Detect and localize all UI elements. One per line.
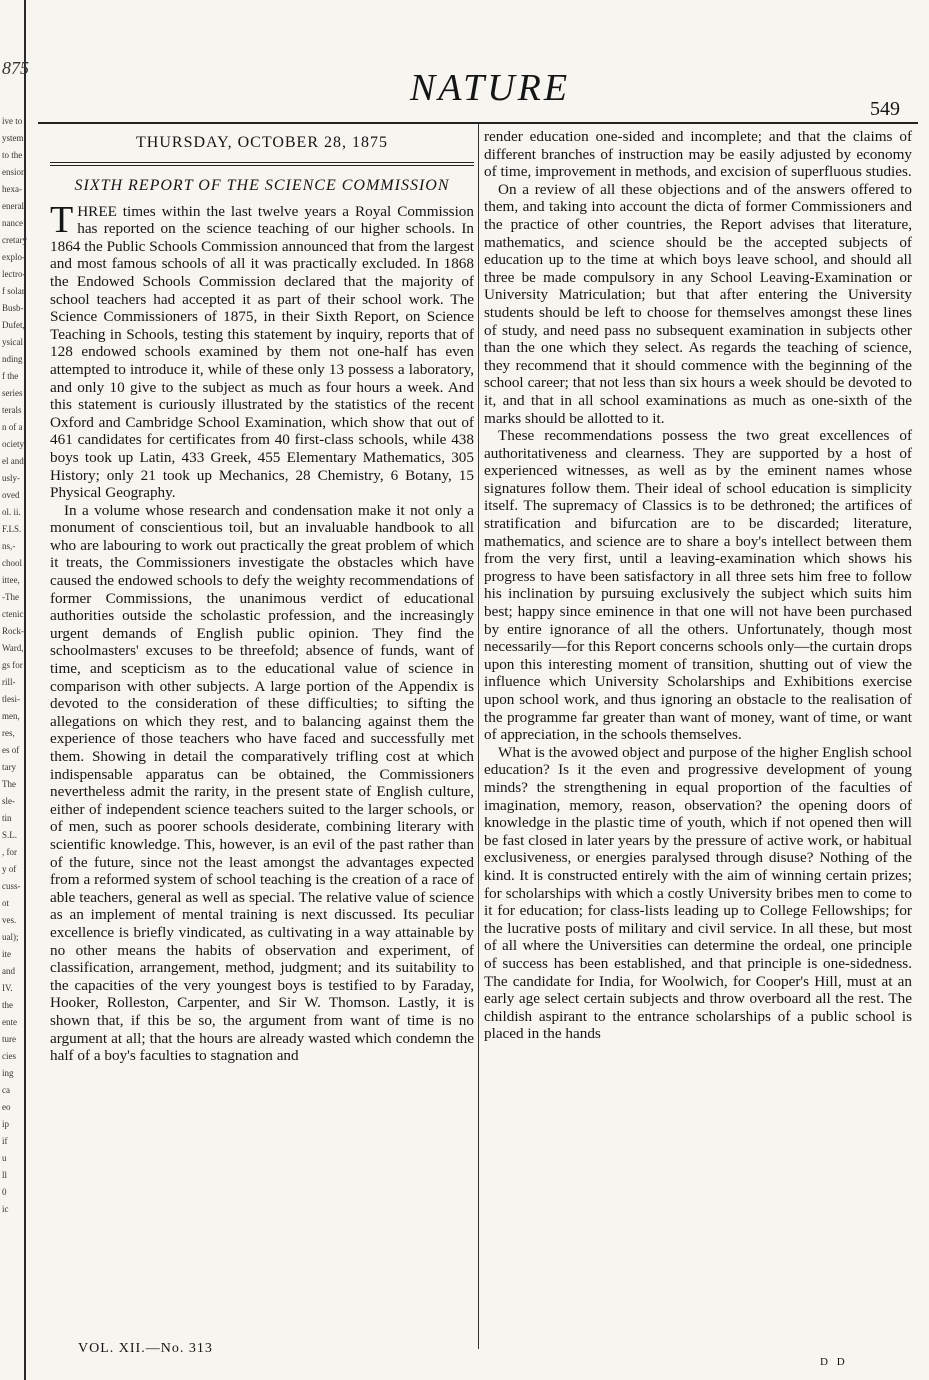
- gutter-page-number: 875: [2, 58, 29, 78]
- gutter-fragment: lectro-: [2, 269, 26, 279]
- gutter-fragment: ension: [2, 167, 26, 177]
- gutter-fragment: hexa-: [2, 184, 22, 194]
- gutter-fragment: ves.: [2, 915, 17, 925]
- gutter-fragment: ing: [2, 1068, 14, 1078]
- gutter-fragment: ente: [2, 1017, 17, 1027]
- gutter-fragment: Rock-: [2, 626, 24, 636]
- drop-cap: T: [50, 198, 74, 241]
- gutter-fragment: res,: [2, 728, 15, 738]
- gutter-fragment: -The: [2, 592, 19, 602]
- adjacent-page-gutter: [0, 0, 29, 1380]
- paragraph: On a review of all these objections and of the answers offered to them, and taking into account the dicta of former Commissioners and the practice of other countries, the Report advises that literature, mathematics, and science should be the accepted subjects of education up to the time at which boys leave school, and should all three be made compulsory in any School Leaving-Examination or University Matriculation; but that after entering the University students should be left to choose for themselves amongst these lines of study, and need pass no subsequent examination in subjects other than the one which they select. As regards the teaching of science, they recommend that it should commence with the beginning of the school career; that not less than six hours a week should be devoted to it, and that in all school examinations as much as one-sixth of the marks should be allotted to it.: [484, 180, 912, 427]
- signature-mark: D D: [820, 1356, 848, 1368]
- gutter-fragment: S.L.: [2, 830, 18, 840]
- gutter-fragment: ystem: [2, 133, 24, 143]
- gutter-fragment: ctenic: [2, 609, 24, 619]
- paragraph: render education one-sided and incomplete; and that the claims of different branches of instruction may be easily adjusted by economy of time, improvement in methods, and excision of superfluous studies.: [484, 128, 912, 181]
- right-column: [484, 128, 912, 1043]
- gutter-fragment: tlesi-: [2, 694, 20, 704]
- gutter-fragment: IV.: [2, 983, 13, 993]
- gutter-fragment: F.LS.: [2, 524, 22, 534]
- paragraph: What is the avowed object and purpose of the higher English school education? Is it the even and progressive development of young minds? the strengthening in equal proportion of the faculties of imagination, memory, reason, observation? the opening doors of knowledge in the plastic time of youth, which if not opened then will be fast closed in later years by the pressure of active work, or habitual exclusiveness, or energies paralysed through disuse? Nothing of the kind. It is constructed entirely with the aim of winning certain prizes; for scholarships with which a costly University bribes men to come to it for education; for class-lists leading up to College Fellowships; for the lucrative posts of military and civil service. In all these, but most of all where the Universities can determine the ordeal, one principle of success has been established, and that principle is one-sidedness. The candidate for India, for Woolwich, for Cooper's Hill, must at an early age select certain subjects and throw overboard all the rest. The childish aspirant to the entrance scholarships of a public school is placed in the hands: [484, 743, 912, 1043]
- gutter-fragment: eneral: [2, 201, 24, 211]
- gutter-fragment: Busb-: [2, 303, 24, 313]
- gutter-fragment: cretary: [2, 235, 27, 245]
- gutter-fragment: ol. ii.: [2, 507, 21, 517]
- page-number: 549: [870, 98, 900, 120]
- dateline: THURSDAY, OCTOBER 28, 1875: [136, 134, 388, 151]
- gutter-fragment: series: [2, 388, 23, 398]
- gutter-fragment: f solar: [2, 286, 25, 296]
- gutter-fragment: sle-: [2, 796, 15, 806]
- volume-footer: VOL. XII.—No. 313: [78, 1341, 213, 1356]
- gutter-fragment: cies: [2, 1051, 16, 1061]
- gutter-fragment: The: [2, 779, 16, 789]
- dateline-rule: [50, 162, 474, 166]
- gutter-fragment: terals: [2, 405, 22, 415]
- gutter-fragment: ip: [2, 1119, 10, 1129]
- gutter-fragment: ittee,: [2, 575, 20, 585]
- gutter-fragment: ive to: [2, 116, 23, 126]
- gutter-fragment: ca: [2, 1085, 10, 1095]
- gutter-fragment: , for: [2, 847, 17, 857]
- column-rule: [478, 124, 479, 1349]
- gutter-fragment: gs for: [2, 660, 23, 670]
- gutter-fragment: y of: [2, 864, 17, 874]
- gutter-fragment: ot: [2, 898, 10, 908]
- gutter-fragment: ual);: [2, 932, 19, 942]
- gutter-fragment: ns,-: [2, 541, 16, 551]
- gutter-fragment: ysical: [2, 337, 23, 347]
- left-column: [50, 128, 474, 1065]
- gutter-fragment: if: [2, 1136, 8, 1146]
- gutter-fragment: to the: [2, 150, 23, 160]
- gutter-fragment: cuss-: [2, 881, 21, 891]
- gutter-fragment: men,: [2, 711, 20, 721]
- gutter-fragment: tin: [2, 813, 12, 823]
- paragraph: These recommendations possess the two great excellences of authoritativeness and clearness. They are supported by a host of experienced witnesses, as well as by the eminent names whose signatures follow them. Their ideal of school education is simplicity itself. The supremacy of Classics is to be dethroned; the artifices of stratification and bifurcation are to be discarded; literature, mathematics, and science are to share a boy's intellect between them from the very first, until a leaving-examination which shows his progress to have been satisfactory in all three sets him free to follow his inclination by pursuing exclusively the subject which suits him best; happy since eminence in that one will not have been purchased by entire ignorance of all the others. Unfortunately, though most necessarily—for this Report concerns schools only—the curtain drops upon this interesting moment of transition, shutting out of view the influence which University Scholarships and Exhibitions exercise upon school work, and thus ignoring an obstacle to the realisation of the programme far greater than want of money, want of time, or want of appreciation, in the schools themselves.: [484, 427, 912, 744]
- article-title: SIXTH REPORT OF THE SCIENCE COMMISSION: [74, 176, 450, 194]
- gutter-fragment: nance: [2, 218, 23, 228]
- gutter-fragment: oved: [2, 490, 20, 500]
- gutter-fragment: ite: [2, 949, 11, 959]
- gutter-fragment: the: [2, 1000, 13, 1010]
- gutter-fragment: Ward,: [2, 643, 24, 653]
- gutter-fragment: ll: [2, 1170, 8, 1180]
- gutter-fragment: f the: [2, 371, 19, 381]
- gutter-fragment: eo: [2, 1102, 11, 1112]
- gutter-fragment: u: [2, 1153, 7, 1163]
- gutter-fragment: rill-: [2, 677, 16, 687]
- gutter-fragment: usly-: [2, 473, 20, 483]
- gutter-fragment: explo-: [2, 252, 25, 262]
- paragraph: In a volume whose research and condensation make it not only a monument of conscientious toil, but an invaluable handbook to all who are labouring to work out practically the great problem of which it treats, the Commissioners investigate the obstacles which have caused the endowed schools to defy the weighty recommendations of former Commissions, the unanimous verdict of educational authorities outside the scholastic profession, and the increasingly urgent demands of English public opinion. They find the schoolmasters' excuses to be threefold; absence of funds, want of time, and scepticism as to the educational value of science in comparison with other subjects. A large portion of the Appendix is devoted to the consideration of these difficulties; to sifting the allegations on which they rest, and to balancing against them the experience of those teachers who have faced and successfully met them. Showing in detail the comparatively trifling cost at which indispensable apparatus can be obtained, the Commissioners nevertheless admit the rarity, in the present state of English culture, either of independent science teachers suited to the larger schools, or of men, such as poorer schools desiderate, combining literary with scientific knowledge. This, however, is an evil of the past rather than of the future, since not the least amongst the advantages expected from a reformed system of school teaching is the creation of a race of able teachers, general as well as special. The relative value of science as an implement of mental training is next discussed. Its peculiar excellence is briefly vindicated, as cultivating in a way attainable by no other means the habits of observation and experiment, of classification, arrangement, method, judgment; and its suitability to the capacities of the very youngest boys is testified to by Faraday, Hooker, Rolleston, Carpenter, and Sir W. Thomson. Lastly, it is shown that, if this be so, the argument from want of time is no argument at all; that the hours are already wasted which condemn the half of a boy's faculties to stagnation and: [50, 501, 474, 1065]
- gutter-fragment: el and: [2, 456, 24, 466]
- gutter-fragment: ic: [2, 1204, 9, 1214]
- gutter-fragment: Dufet,: [2, 320, 25, 330]
- paragraph: [50, 198, 474, 502]
- gutter-fragment: ture: [2, 1034, 16, 1044]
- masthead: NATURE: [409, 67, 571, 109]
- gutter-fragment: nding: [2, 354, 23, 364]
- gutter-fragment: 0: [2, 1187, 7, 1197]
- paragraph-text: HREE times within the last twelve years a Royal Commission has reported on the science teaching of our higher schools. In 1864 the Public Schools Commission announced that from the largest and most famous schools of all it was practically excluded. In 1868 the Endowed Schools Commission declared that the majority of school teachers had accepted it as part of their school work. The Science Commissioners of 1875, in their Sixth Report, on Science Teaching in Schools, testing this statement by inquiry, reports that of 128 endowed schools examined by them not one-half has even attempted to introduce it, while of these only 13 possess a laboratory, and only 10 give to the subject as much as four hours a week. And this statement is curiously illustrated by the statistics of the recent Oxford and Cambridge School Examination, which show that out of 461 candidates for certificates from 40 first-class schools, while 438 boys took up Latin, 433 Greek, 455 Elementary Mathematics, 305 History; only 21 took up Mechanics, 28 Chemistry, 6 Botany, 15 Physical Geography.: [50, 202, 474, 502]
- gutter-fragment: tary: [2, 762, 16, 772]
- gutter-fragment: and: [2, 966, 15, 976]
- gutter-fragment: ociety,: [2, 439, 26, 449]
- gutter-fragment: es of: [2, 745, 20, 755]
- gutter-fragment: chool: [2, 558, 22, 568]
- gutter-fragment: n of a: [2, 422, 23, 432]
